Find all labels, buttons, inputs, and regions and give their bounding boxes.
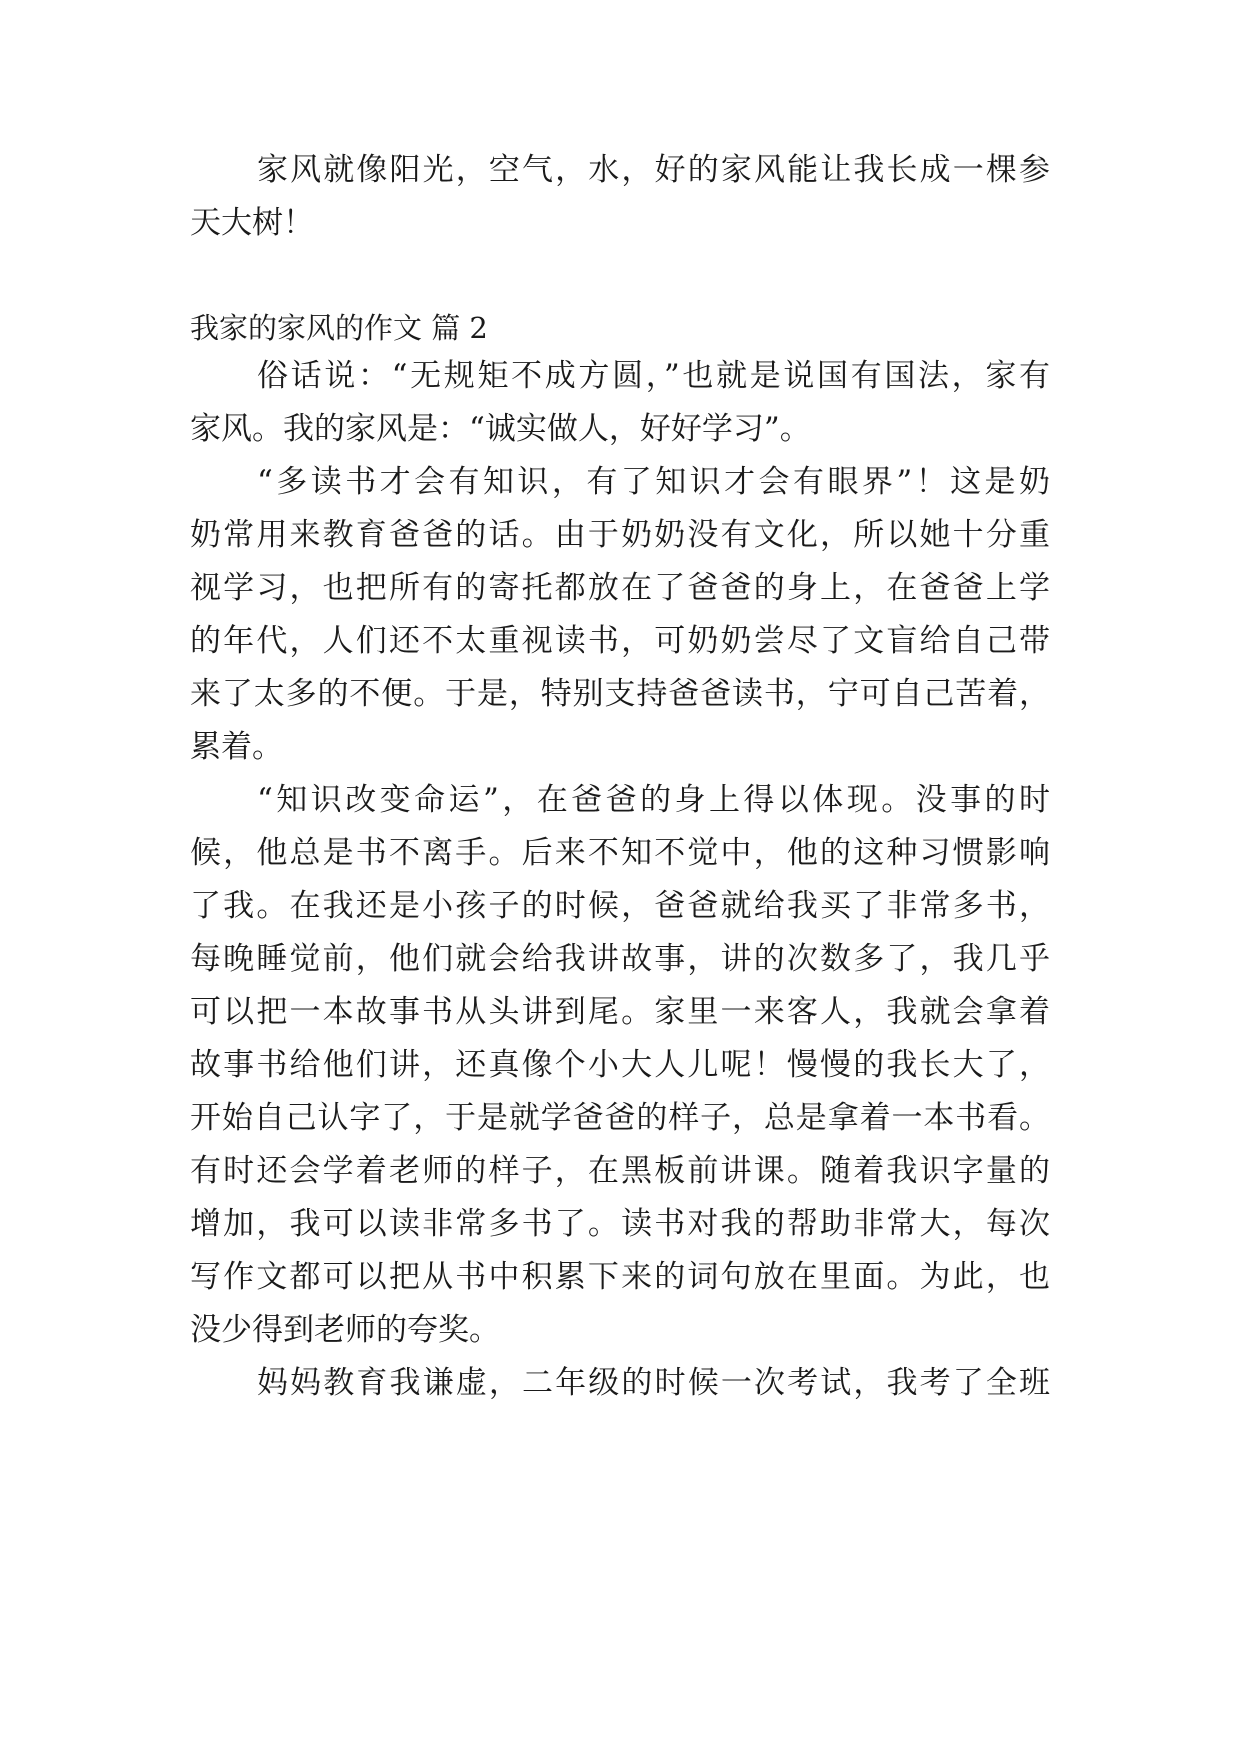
- paragraph-line: 没少得到老师的夸奖。: [190, 1312, 500, 1348]
- paragraph-line: 可以把一本故事书从头讲到尾。家里一来客人，我就会拿着: [190, 994, 1050, 1030]
- paragraph-line: 的年代，人们还不太重视读书，可奶奶尝尽了文盲给自己带: [190, 623, 1050, 659]
- paragraph-line: 奶常用来教育爸爸的话。由于奶奶没有文化，所以她十分重: [190, 517, 1050, 553]
- paragraph-line: 了我。在我还是小孩子的时候，爸爸就给我买了非常多书，: [190, 888, 1050, 924]
- paragraph-line: 开始自己认字了，于是就学爸爸的样子，总是拿着一本书看。: [190, 1100, 1050, 1136]
- paragraph-line: 写作文都可以把从书中积累下来的词句放在里面。为此，也: [190, 1259, 1050, 1295]
- paragraph-line: 每晚睡觉前，他们就会给我讲故事，讲的次数多了，我几乎: [190, 941, 1050, 977]
- paragraph-line: 家风就像阳光，空气，水，好的家风能让我长成一棵参: [257, 152, 1050, 188]
- paragraph-line: 来了太多的不便。于是，特别支持爸爸读书，宁可自己苦着，: [190, 676, 1050, 712]
- section-heading: 我家的家风的作文 篇 2: [190, 311, 488, 345]
- paragraph-line: “多读书才会有知识，有了知识才会有眼界”！这是奶: [257, 464, 1050, 500]
- paragraph-line: 俗话说：“无规矩不成方圆，”也就是说国有国法，家有: [257, 358, 1050, 394]
- paragraph-line: 妈妈教育我谦虚，二年级的时候一次考试，我考了全班: [257, 1365, 1050, 1401]
- paragraph-line: 视学习，也把所有的寄托都放在了爸爸的身上，在爸爸上学: [190, 570, 1050, 606]
- paragraph-line: 家风。我的家风是：“诚实做人，好好学习”。: [190, 411, 811, 447]
- paragraph-line: 累着。: [190, 729, 283, 765]
- paragraph-line: 增加，我可以读非常多书了。读书对我的帮助非常大，每次: [190, 1206, 1050, 1242]
- paragraph-line: 有时还会学着老师的样子，在黑板前讲课。随着我识字量的: [190, 1153, 1050, 1189]
- paragraph-line: 候，他总是书不离手。后来不知不觉中，他的这种习惯影响: [190, 835, 1050, 871]
- paragraph-line: 故事书给他们讲，还真像个小大人儿呢！慢慢的我长大了，: [190, 1047, 1050, 1083]
- paragraph-line: “知识改变命运”，在爸爸的身上得以体现。没事的时: [257, 782, 1050, 818]
- paragraph-line: 天大树！: [190, 205, 314, 241]
